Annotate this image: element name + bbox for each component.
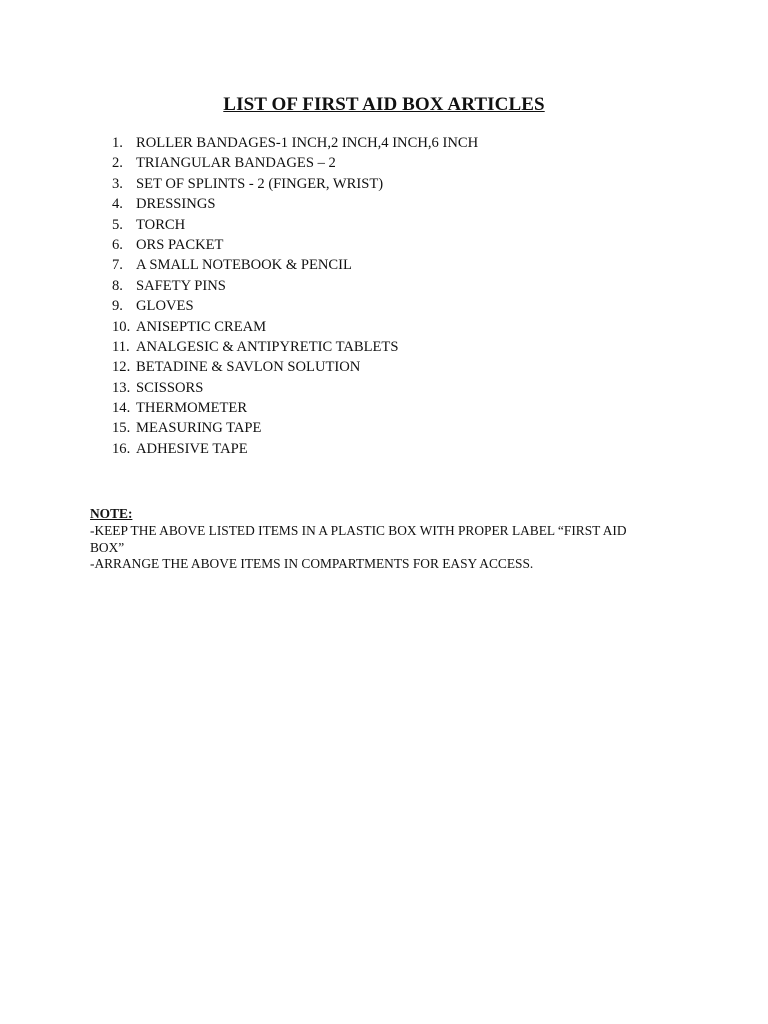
list-item-text: SCISSORS: [136, 379, 204, 396]
list-item-text: SET OF SPLINTS - 2 (FINGER, WRIST): [136, 175, 384, 192]
list-item-number: 14.: [112, 400, 131, 417]
list-item-text: BETADINE & SAVLON SOLUTION: [136, 359, 361, 376]
note-line: -ARRANGE THE ABOVE ITEMS IN COMPARTMENTS FOR EASY ACCESS.: [90, 556, 534, 572]
list-item-number: 13.: [112, 379, 131, 396]
list-item-number: 6.: [112, 236, 123, 253]
list-item-number: 5.: [112, 216, 123, 233]
note-line: -KEEP THE ABOVE LISTED ITEMS IN A PLASTIC BOX WITH PROPER LABEL “FIRST AID BOX”: [90, 522, 627, 555]
list-item-text: THERMOMETER: [136, 400, 248, 417]
list-item-text: MEASURING TAPE: [136, 420, 262, 437]
note-heading: NOTE:: [90, 506, 133, 521]
list-item-text: GLOVES: [136, 298, 194, 315]
list-item-number: 11.: [112, 338, 130, 355]
list-item-number: 7.: [112, 257, 123, 274]
note-section: [90, 506, 660, 573]
list-item-text: ROLLER BANDAGES-1 INCH,2 INCH,4 INCH,6 INCH: [136, 135, 479, 151]
list-item-text: ADHESIVE TAPE: [136, 440, 248, 457]
list-item-text: DRESSINGS: [136, 196, 216, 213]
list-item-number: 12.: [112, 359, 131, 376]
list-item-number: 1.: [112, 135, 123, 151]
list-item-number: 9.: [112, 298, 123, 315]
list-item-text: ANALGESIC & ANTIPYRETIC TABLETS: [136, 338, 399, 355]
list-item-number: 2.: [112, 155, 123, 172]
list-item-text: TRIANGULAR BANDAGES – 2: [136, 155, 336, 172]
list-item-number: 15.: [112, 420, 131, 437]
list-item-text: A SMALL NOTEBOOK & PENCIL: [136, 257, 352, 274]
list-item-number: 8.: [112, 277, 123, 294]
list-item-number: 10.: [112, 318, 131, 335]
document-title: LIST OF FIRST AID BOX ARTICLES: [223, 94, 545, 115]
list-item-number: 4.: [112, 196, 123, 213]
list-item-text: ORS PACKET: [136, 236, 224, 253]
list-item-text: ANISEPTIC CREAM: [136, 318, 267, 335]
list-item-number: 16.: [112, 440, 131, 457]
list-item-text: SAFETY PINS: [136, 277, 226, 294]
list-item-text: TORCH: [136, 216, 186, 233]
list-item-number: 3.: [112, 175, 123, 192]
